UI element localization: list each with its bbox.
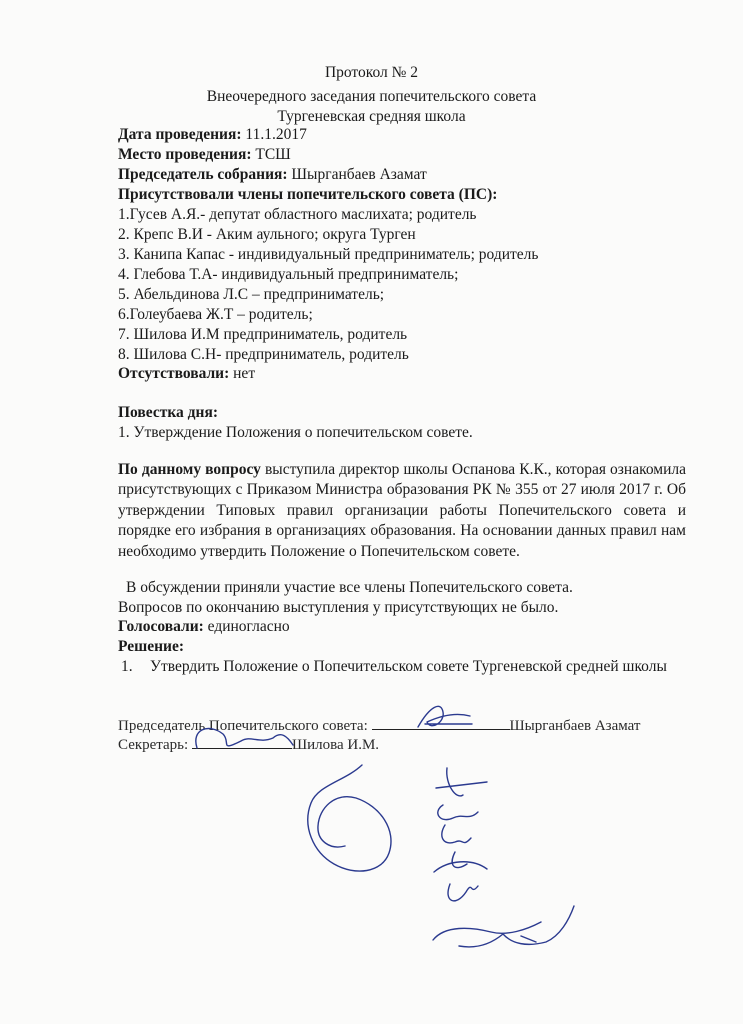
school-name: Тургеневская средняя школа — [277, 108, 466, 125]
meeting-date — [118, 125, 307, 145]
chair-role: Председатель Попечительского совета: — [118, 718, 368, 734]
member-item: 3. Канипа Капас - индивидуальный предприниматель; родитель — [118, 246, 539, 263]
protocol-title: Протокол № 2 — [324, 64, 419, 81]
absent-label: Отсутствовали: — [118, 365, 230, 382]
absent-value: нет — [229, 365, 256, 382]
agenda-item: 1. Утверждение Положения о попечительском совете. — [118, 424, 473, 441]
meeting-chair — [118, 165, 427, 185]
absent-line — [118, 364, 255, 384]
member-item: 4. Глебова Т.А- индивидуальный предприниматель; — [118, 266, 459, 283]
member-item: 1.Гусев А.Я.- депутат областного маслихата; родитель — [118, 206, 477, 223]
decision-item — [121, 657, 686, 677]
chair-value: Шырганбаев Азамат — [287, 166, 427, 183]
member-item: 5. Абельдинова Л.С – предприниматель; — [118, 286, 385, 303]
decision-number: 1. — [121, 658, 133, 675]
vote-label: Голосовали: — [118, 618, 204, 635]
member-item: 7. Шилова И.М предприниматель, родитель — [118, 326, 408, 343]
chair-label: Председатель собрания: — [118, 166, 288, 183]
decision-text: Утвердить Положение о Попечительском совете Тургеневской средней школы — [150, 658, 667, 675]
date-value: 11.1.2017 — [241, 126, 307, 143]
secretary-role: Секретарь: — [118, 737, 189, 753]
member-item: 8. Шилова С.Н- предприниматель, родитель — [118, 346, 409, 363]
participants-line: В обсуждении приняли участие все члены Попечительского совета. — [126, 579, 573, 596]
large-signature-loop — [308, 765, 391, 871]
signature-blank — [372, 715, 510, 730]
member-signature — [433, 906, 574, 947]
member-item: 2. Крепс В.И - Аким аульного; округа Турген — [118, 226, 416, 243]
vote-line — [118, 617, 290, 637]
discussion-lead: По данному вопросу — [118, 461, 261, 478]
agenda-heading: Повестка дня: — [118, 404, 218, 421]
chair-signature-line — [118, 715, 640, 735]
secretary-signature-line — [118, 734, 379, 754]
member-signature — [434, 862, 487, 901]
member-item: 6.Голеубаева Ж.Т – родитель; — [118, 306, 313, 323]
place-value: ТСШ — [251, 146, 291, 163]
discussion-text: выступила директор школы Оспанова К.К., которая ознакомила присутствующих с Приказом Министра образования РК № 355 от 27 июля 2017 г. Об утверждении Типовых правил организации работы Попечительского совета и порядке его избрания в организациях образования. На основании данных правил нам необходимо утвердить Положение о Попечительском совете. — [118, 461, 687, 560]
chair-name: Шырганбаев Азамат — [509, 718, 641, 734]
date-label: Дата проведения: — [118, 126, 242, 143]
member-signature — [442, 825, 471, 868]
discussion-paragraph — [118, 460, 686, 562]
member-signature — [436, 768, 487, 820]
vote-value: единогласно — [203, 618, 290, 635]
secretary-name: Шилова И.М. — [291, 737, 380, 753]
signature-blank — [192, 734, 292, 749]
present-heading: Присутствовали члены попечительского совета (ПС): — [118, 186, 498, 203]
place-label: Место проведения: — [118, 146, 252, 163]
protocol-subtitle: Внеочередного заседания попечительского совета — [206, 88, 537, 105]
meeting-place — [118, 145, 291, 165]
questions-line: Вопросов по окончанию выступления у присутствующих не было. — [118, 599, 559, 616]
decision-heading: Решение: — [118, 638, 185, 655]
